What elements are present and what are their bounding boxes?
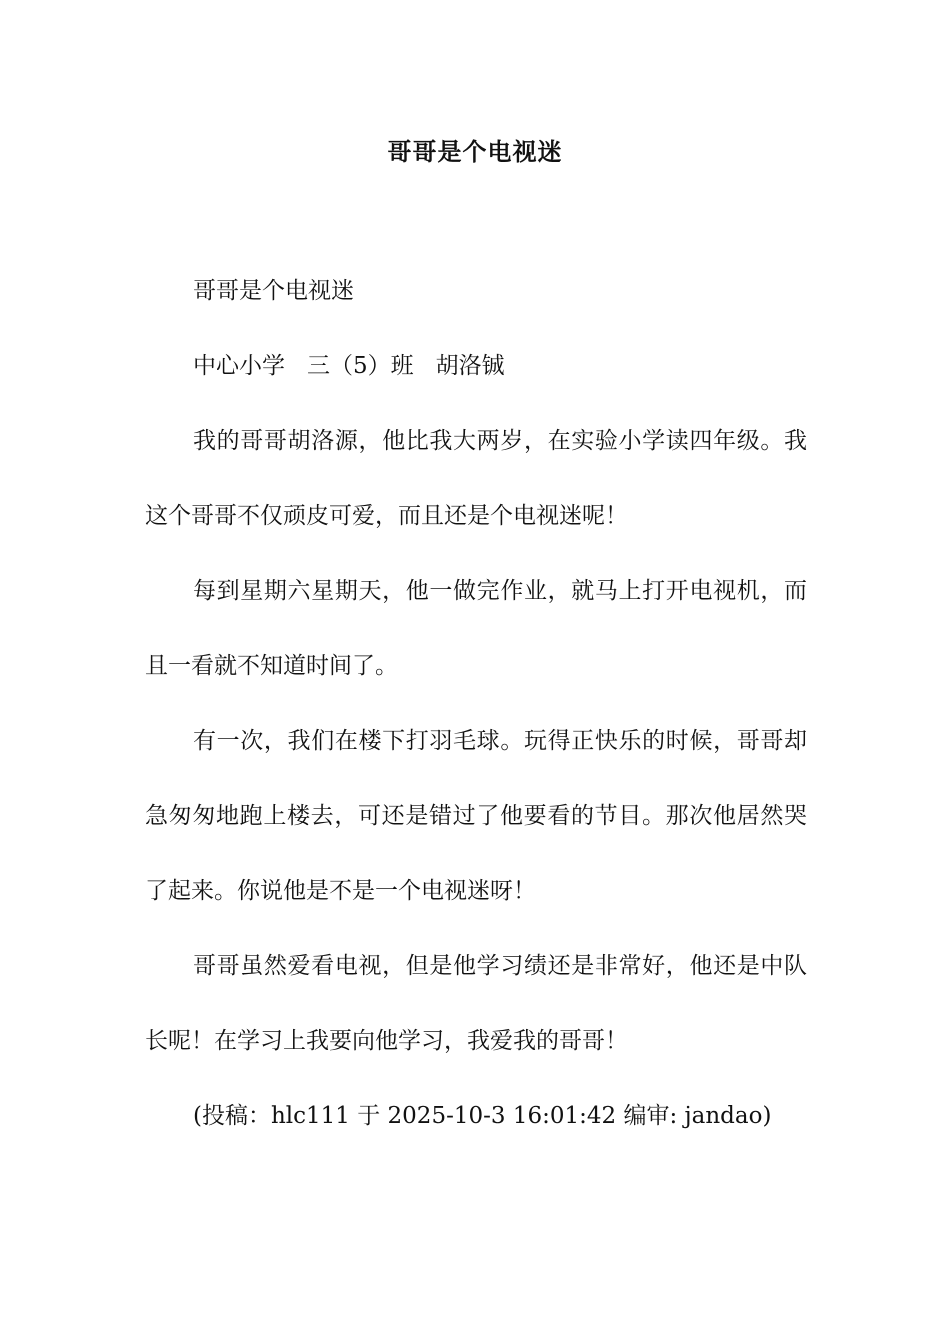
- article-subtitle: 哥哥是个电视迷: [193, 278, 354, 304]
- document-body: [145, 254, 807, 1154]
- submission-footer: (投稿：hlc111 于 2025-10-3 16:01:42 编审: jandao): [193, 1103, 772, 1129]
- paragraph-3: 有一次，我们在楼下打羽毛球。玩得正快乐的时候，哥哥却急匆匆地跑上楼去，可还是错过了他要看的节目。那次他居然哭了起来。你说他是不是一个电视迷呀！: [145, 728, 807, 904]
- paragraph-4: 哥哥虽然爱看电视，但是他学习绩还是非常好，他还是中队长呢！在学习上我要向他学习，我爱我的哥哥！: [145, 953, 807, 1054]
- author-name: 胡洛铖: [435, 353, 505, 379]
- author-line: [145, 329, 807, 404]
- paragraph-1: 我的哥哥胡洛源，他比我大两岁，在实验小学读四年级。我这个哥哥不仅顽皮可爱，而且还是个电视迷呢！: [145, 428, 807, 529]
- document-title: 哥哥是个电视迷: [387, 137, 563, 166]
- paragraph-2: 每到星期六星期天，他一做完作业，就马上打开电视机，而且一看就不知道时间了。: [145, 578, 807, 679]
- author-class: 三（5）班: [307, 353, 414, 379]
- author-school: 中心小学: [193, 353, 285, 379]
